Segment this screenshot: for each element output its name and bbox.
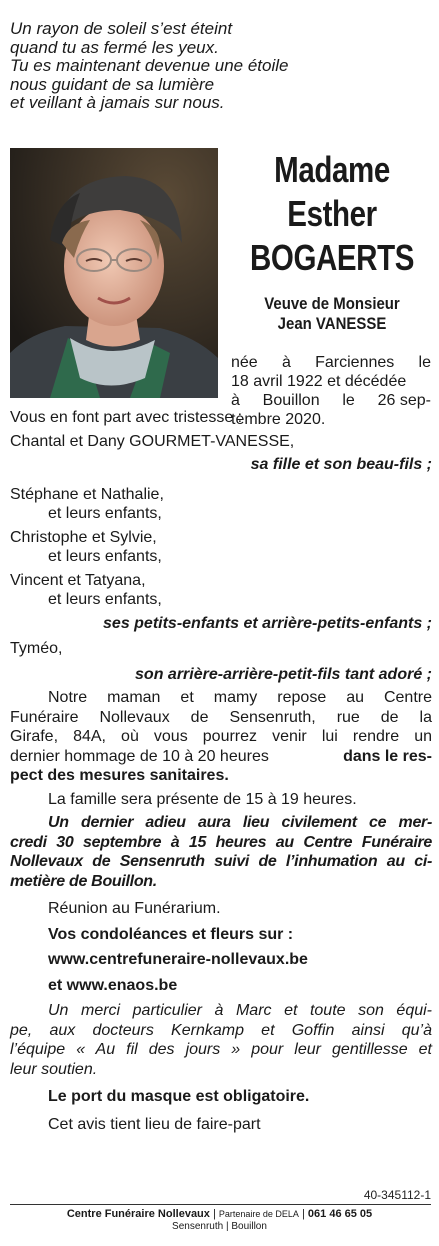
grandchild-names: Christophe et Sylvie, [10,528,157,546]
thanks-paragraph [10,1001,432,1079]
great-grandchild-name: Tyméo, [10,640,63,657]
company-name: Centre Funéraire Nollevaux [66,1208,210,1220]
repose-emphasis-end: pect des mesures sanitaires. [10,767,229,784]
word: Bouillon [262,392,320,409]
poem-line: Un rayon de soleil s’est éteint [10,19,233,38]
name-title: Madame [274,149,390,190]
grandchildren-role: ses petits-enfants et arrière-petits-enfants ; [103,614,432,632]
word: Farciennes [315,354,395,371]
faire-part-notice: Cet avis tient lieu de faire-part [48,1115,261,1133]
partner-text: Partenaire de DELA [218,1209,299,1219]
repose-text: dernier hommage de 10 à 20 heures [10,747,269,765]
grandchild-kids: et leurs enfants, [48,548,162,565]
thanks-line: leur soutien. [10,1060,98,1078]
poem-line: quand tu as fermé les yeux. [10,37,219,57]
thanks-line: Un merci particulier à Marc et toute son équi- [48,1002,432,1019]
word: le [342,392,355,409]
grandchild-names: Stéphane et Nathalie, [10,485,164,503]
word: le [418,354,431,371]
phone-number: 061 46 65 05 [307,1208,373,1220]
mask-notice: Le port du masque est obligatoire. [48,1088,310,1105]
repose-paragraph [10,688,432,786]
word: 26 sep- [377,392,431,409]
poem-line: et veillant à jamais sur nous. [10,93,225,113]
great-grandchild-role: son arrière-arrière-petit-fils tant adoré ; [135,665,432,683]
poem-line: nous guidant de sa lumière [10,74,215,94]
thanks-line: l’équipe « Au fil des jours » pour leur gentillesse et [10,1041,432,1058]
reunion-text: Réunion au Funérarium. [48,900,221,917]
repose-line [10,747,432,767]
birth-line [231,372,431,391]
name-first: Esther [287,193,377,234]
deceased-name [247,148,418,280]
repose-emphasis: dans le res- [343,747,432,765]
family-presence: La famille sera présente de 15 à 19 heures. [48,790,357,808]
repose-line: Notre maman et mamy repose au Centre [48,689,432,706]
footer-location: Sensenruth | Bouillon [172,1221,267,1232]
word: 18 avril 1922 et décédée [231,373,407,390]
separator: | [298,1208,308,1220]
portrait-photo [10,148,218,398]
farewell-line: metière de Bouillon. [10,872,157,890]
repose-line: Funéraire Nollevaux de Sensenruth, rue de la [10,708,432,726]
farewell-paragraph [10,813,432,891]
widow-line: Veuve de Monsieur [264,294,400,313]
reference-number: 40-345112-1 [363,1188,431,1202]
grandchild-kids: et leurs enfants, [48,591,162,608]
name-last: BOGAERTS [249,237,414,278]
birth-line [231,353,431,372]
website-link-1[interactable]: www.centrefuneraire-nollevaux.be [48,951,308,968]
notice-body [10,408,432,1134]
word: tembre 2020. [231,411,326,428]
poem-line: Tu es maintenant devenue une étoile [10,56,289,76]
word: à [231,392,240,409]
word: à [281,354,291,371]
intro-text: Vous en font part avec tristesse : [10,409,243,426]
daughter-role: sa fille et son beau-fils ; [250,456,432,473]
widow-of [240,294,423,334]
widow-line: Jean VANESSE [277,314,387,333]
footer-divider [10,1204,431,1205]
repose-line: Girafe, 84A, où vous pourrez venir lui rendre un [10,728,432,745]
footer-company-line [0,1208,439,1220]
farewell-line: Un dernier adieu aura lieu civilement ce mer- [48,814,432,831]
condolences-text: Vos condoléances et fleurs sur : [48,925,294,943]
farewell-line: credi 30 septembre à 15 heures au Centre Funéraire [10,833,432,851]
separator: | [209,1208,219,1220]
thanks-line: pe, aux docteurs Kernkamp et Goffin ainsi qu’à [10,1021,432,1039]
grandchild-names: Vincent et Tatyana, [10,571,146,589]
word: née [231,354,258,371]
portrait-photo-drawing [10,148,218,398]
grandchild-kids: et leurs enfants, [48,505,162,522]
daughter-names: Chantal et Dany GOURMET-VANESSE, [10,432,295,450]
website-link-2[interactable]: et www.enaos.be [48,976,178,994]
farewell-line: Nollevaux de Sensenruth suivi de l’inhumation au ci- [10,853,432,870]
poem [10,20,430,113]
